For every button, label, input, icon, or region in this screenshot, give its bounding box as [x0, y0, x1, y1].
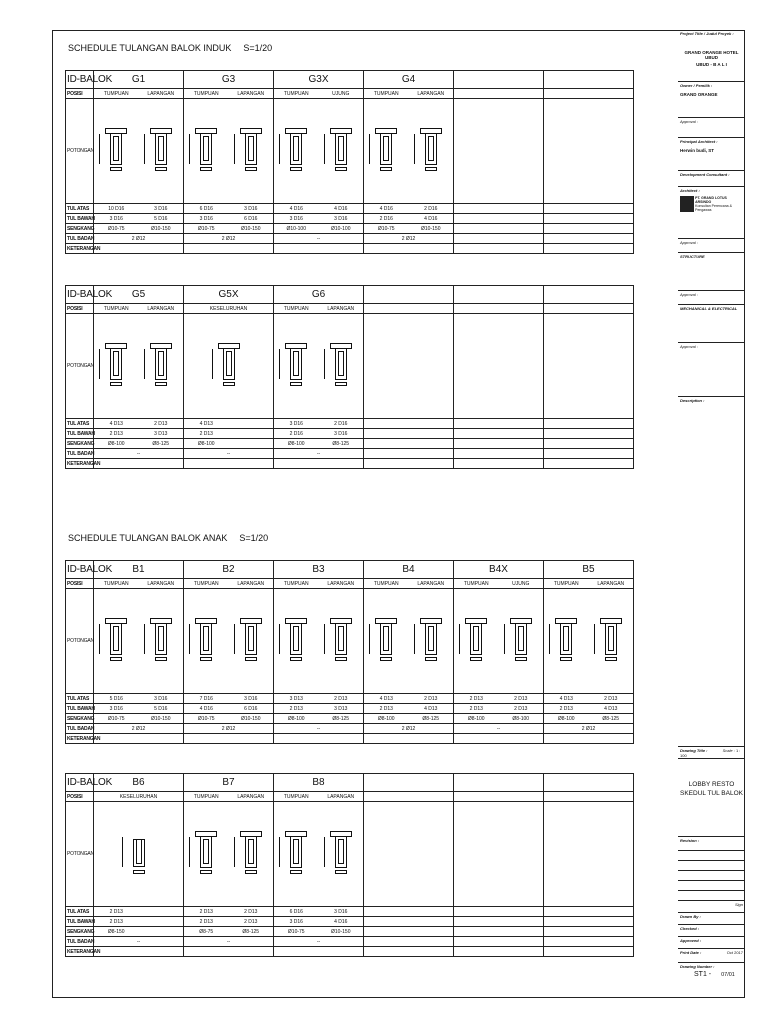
- rebar-bawah: 2 D13 2 D13: [454, 704, 544, 714]
- row-label-potongan: POTONGAN: [66, 802, 94, 907]
- beam-section-drawing: [330, 831, 352, 877]
- rebar-badan: --: [94, 937, 184, 947]
- beam-section-drawing: [240, 618, 262, 664]
- beam-id: G3X: [274, 71, 364, 89]
- rebar-atas: 4 D13 2 D13: [364, 694, 454, 704]
- beam-section-cell: [454, 589, 544, 694]
- beam-section-drawing: [285, 128, 307, 174]
- row-label-atas: TUL ATAS: [66, 204, 94, 214]
- rebar-sengkang: Ø8-100 Ø8-125: [544, 714, 634, 724]
- beam-section-drawing: [375, 618, 397, 664]
- row-label-atas: TUL ATAS: [66, 907, 94, 917]
- rebar-sengkang: [364, 927, 454, 937]
- rebar-badan: [364, 449, 454, 459]
- beam-id: B4X: [454, 561, 544, 579]
- row-label-bawah: TUL BAWAH: [67, 430, 95, 437]
- beam-position: [454, 89, 544, 99]
- revision-cell: Revision :: [678, 837, 745, 851]
- checked-cell: Checked :: [678, 925, 745, 937]
- keterangan-cell: [184, 244, 274, 254]
- rebar-bawah: 2 D13 2 D13: [184, 917, 274, 927]
- approval-cell-4: Approval :: [678, 343, 745, 397]
- keterangan-cell: [544, 459, 634, 469]
- drawing-title-cell: LOBBY RESTO SKEDUL TUL BALOK: [678, 759, 745, 837]
- row-label-id: ID-BALOK: [66, 286, 94, 304]
- row-label-potongan: POTONGAN: [66, 99, 94, 204]
- rebar-badan: 2 Ø12: [184, 234, 274, 244]
- rebar-badan: --: [454, 724, 544, 734]
- rebar-bawah: 2 D16 3 D16: [274, 429, 364, 439]
- rebar-sengkang: Ø8-100 Ø8-100: [454, 714, 544, 724]
- rebar-sengkang: Ø10-75 Ø10-150: [184, 714, 274, 724]
- beam-section-cell: [184, 802, 274, 907]
- beam-section-cell: [364, 589, 454, 694]
- row-label-id: ID-BALOK: [66, 71, 94, 89]
- drawn-by-cell: Drawn By :: [678, 913, 745, 925]
- beam-section-cell: [94, 802, 184, 907]
- beam-position: [544, 792, 634, 802]
- revision-row-2: [678, 861, 745, 871]
- consultant-cell: Development Consultant :: [678, 171, 745, 187]
- rebar-badan: [454, 234, 544, 244]
- approval-cell-3: Approval :: [678, 291, 745, 305]
- rebar-atas: 7 D16 3 D16: [184, 694, 274, 704]
- keterangan-cell: [184, 947, 274, 957]
- beam-id: G5X: [184, 286, 274, 304]
- beam-position: KESELURUHAN: [94, 792, 184, 802]
- beam-id: G6: [274, 286, 364, 304]
- row-label-sengkang: SENGKANG: [67, 440, 95, 447]
- rebar-sengkang: Ø10-75 Ø10-150: [94, 224, 184, 234]
- beam-id: G5: [94, 286, 184, 304]
- rebar-badan: [544, 449, 634, 459]
- rebar-sengkang: Ø10-75 Ø10-150: [184, 224, 274, 234]
- structure-cell: STRUCTURE: [678, 253, 745, 291]
- row-label-bawah: TUL BAWAH: [67, 705, 95, 712]
- rebar-sengkang: [544, 439, 634, 449]
- beam-id: B1: [94, 561, 184, 579]
- beam-section-drawing: [285, 618, 307, 664]
- beam-section-cell: [274, 802, 364, 907]
- rebar-badan: 2 Ø12: [544, 724, 634, 734]
- row-label-posisi: POSISI: [66, 792, 94, 802]
- beam-section-drawing: [420, 618, 442, 664]
- beam-section-drawing: [330, 128, 352, 174]
- rebar-atas: 3 D13 2 D13: [274, 694, 364, 704]
- beam-id: [544, 286, 634, 304]
- firm-logo-icon: [680, 196, 694, 212]
- rebar-atas: [364, 419, 454, 429]
- revision-row-5: [678, 891, 745, 901]
- row-label-id: ID-BALOK: [66, 774, 94, 792]
- keterangan-cell: [364, 459, 454, 469]
- beam-position: TUMPUAN LAPANGAN: [364, 579, 454, 589]
- beam-section-drawing: [105, 618, 127, 664]
- beam-position: TUMPUAN LAPANGAN: [364, 89, 454, 99]
- row-label-potongan: POTONGAN: [66, 314, 94, 419]
- rebar-bawah: 2 D13: [94, 917, 184, 927]
- rebar-bawah: [544, 214, 634, 224]
- beam-position: TUMPUAN LAPANGAN: [274, 304, 364, 314]
- rebar-badan: [454, 449, 544, 459]
- rebar-bawah: [544, 917, 634, 927]
- rebar-atas: [454, 907, 544, 917]
- rebar-atas: [454, 204, 544, 214]
- beam-section-drawing: [150, 343, 172, 389]
- beam-section-drawing: [150, 128, 172, 174]
- keterangan-cell: [94, 734, 184, 744]
- beam-position: [544, 89, 634, 99]
- beam-section-cell: [94, 99, 184, 204]
- rebar-bawah: [454, 917, 544, 927]
- rebar-badan: [364, 937, 454, 947]
- rebar-badan: --: [274, 937, 364, 947]
- beam-position: TUMPUAN LAPANGAN: [544, 579, 634, 589]
- keterangan-cell: [94, 947, 184, 957]
- beam-section-drawing: [375, 128, 397, 174]
- row-label-posisi: POSISI: [66, 304, 94, 314]
- beam-section-drawing: [218, 343, 240, 389]
- approval-cell-2: Approval :: [678, 239, 745, 253]
- beam-section-drawing: [105, 343, 127, 389]
- rebar-atas: 10 D16 3 D16: [94, 204, 184, 214]
- keterangan-cell: [544, 244, 634, 254]
- beam-id: [364, 286, 454, 304]
- rebar-bawah: 2 D13: [184, 429, 274, 439]
- row-label-keterangan: KETERANGAN: [67, 245, 101, 252]
- rebar-badan: [544, 937, 634, 947]
- rebar-atas: [544, 204, 634, 214]
- beam-section-cell: [544, 589, 634, 694]
- print-date-cell: Print Date : Oct 2017: [678, 949, 745, 963]
- architect2-cell: Architect : PT. GRAND LOTUS ARSINDO Konsultan Perencana & Pengawas: [678, 187, 745, 239]
- beam-section-drawing: [600, 618, 622, 664]
- rebar-bawah: [454, 214, 544, 224]
- beam-id: [454, 286, 544, 304]
- beam-position: TUMPUAN LAPANGAN: [94, 89, 184, 99]
- rebar-bawah: 3 D16 5 D16: [94, 214, 184, 224]
- rebar-sengkang: Ø8-100: [184, 439, 274, 449]
- beam-section-drawing: [285, 831, 307, 877]
- beam-section-cell: [274, 589, 364, 694]
- rebar-bawah: [544, 429, 634, 439]
- beam-section-cell: [454, 99, 544, 204]
- keterangan-cell: [94, 244, 184, 254]
- beam-id: [454, 774, 544, 792]
- beam-section-cell: [544, 802, 634, 907]
- rebar-atas: [454, 419, 544, 429]
- beam-position: TUMPUAN UJUNG: [454, 579, 544, 589]
- rebar-badan: [544, 234, 634, 244]
- beam-section-cell: [94, 589, 184, 694]
- row-label-atas: TUL ATAS: [66, 419, 94, 429]
- beam-id: G3: [184, 71, 274, 89]
- row-label-sengkang: SENGKANG: [67, 928, 95, 935]
- revision-row-3: [678, 871, 745, 881]
- beam-section-drawing: [330, 618, 352, 664]
- keterangan-cell: [364, 734, 454, 744]
- keterangan-cell: [94, 459, 184, 469]
- rebar-atas: 4 D13 2 D13: [544, 694, 634, 704]
- rebar-bawah: 2 D13 3 D13: [94, 429, 184, 439]
- rebar-sengkang: [364, 439, 454, 449]
- beam-section-cell: [454, 314, 544, 419]
- beam-section-cell: [274, 99, 364, 204]
- beam-id: G4: [364, 71, 454, 89]
- rebar-bawah: 3 D16 5 D16: [94, 704, 184, 714]
- beam-section-cell: [364, 314, 454, 419]
- title-block: [678, 30, 745, 998]
- keterangan-cell: [544, 734, 634, 744]
- keterangan-cell: [454, 244, 544, 254]
- section-title-induk: SCHEDULE TULANGAN BALOK INDUK S=1/20: [68, 43, 273, 53]
- beam-position: KESELURUHAN: [184, 304, 274, 314]
- beam-position: TUMPUAN LAPANGAN: [94, 579, 184, 589]
- beam-section-drawing: [555, 618, 577, 664]
- owner-cell: Owner / Pemilik : GRAND ORANGE: [678, 82, 745, 118]
- keterangan-cell: [274, 947, 364, 957]
- beam-id: [544, 71, 634, 89]
- rebar-bawah: [454, 429, 544, 439]
- row-label-bawah: TUL BAWAH: [67, 215, 95, 222]
- rebar-sengkang: Ø8-75 Ø8-125: [184, 927, 274, 937]
- row-label-keterangan: KETERANGAN: [67, 948, 101, 955]
- beam-id: B6: [94, 774, 184, 792]
- keterangan-cell: [454, 734, 544, 744]
- beam-position: TUMPUAN LAPANGAN: [184, 579, 274, 589]
- beam-section-drawing: [195, 831, 217, 877]
- row-label-atas: TUL ATAS: [66, 694, 94, 704]
- architect-cell: Principal Architect : Herwin budi, ST: [678, 138, 745, 171]
- rebar-sengkang: Ø8-100 Ø8-125: [94, 439, 184, 449]
- beam-section-drawing: [240, 831, 262, 877]
- rebar-badan: 2 Ø12: [94, 234, 184, 244]
- rebar-atas: 4 D13 2 D13: [94, 419, 184, 429]
- beam-position: [364, 792, 454, 802]
- beam-section-cell: [184, 99, 274, 204]
- beam-section-drawing: [465, 618, 487, 664]
- row-label-badan: TUL BADAN: [67, 725, 95, 732]
- rebar-atas: 2 D13 2 D13: [454, 694, 544, 704]
- approval-cell-1: Approval :: [678, 118, 745, 138]
- beam-section-cell: [94, 314, 184, 419]
- beam-id: [364, 774, 454, 792]
- rebar-badan: --: [274, 234, 364, 244]
- beam-section-cell: [274, 314, 364, 419]
- rebar-sengkang: Ø10-75 Ø10-150: [364, 224, 454, 234]
- keterangan-cell: [364, 947, 454, 957]
- beam-section-drawing: [330, 343, 352, 389]
- row-label-sengkang: SENGKANG: [67, 225, 95, 232]
- row-label-posisi: POSISI: [66, 89, 94, 99]
- keterangan-cell: [454, 459, 544, 469]
- rebar-atas: 2 D13 2 D13: [184, 907, 274, 917]
- row-label-sengkang: SENGKANG: [67, 715, 95, 722]
- rebar-atas: 4 D16 2 D16: [364, 204, 454, 214]
- beam-id: G1: [94, 71, 184, 89]
- beam-position: [364, 304, 454, 314]
- keterangan-cell: [454, 947, 544, 957]
- rebar-atas: [544, 419, 634, 429]
- keterangan-cell: [184, 734, 274, 744]
- section-title-anak: SCHEDULE TULANGAN BALOK ANAK S=1/20: [68, 533, 269, 543]
- rebar-badan: 2 Ø12: [184, 724, 274, 734]
- rebar-atas: 4 D13: [184, 419, 274, 429]
- rebar-badan: 2 Ø12: [364, 724, 454, 734]
- row-label-badan: TUL BADAN: [67, 235, 95, 242]
- beam-id: [454, 71, 544, 89]
- rebar-sengkang: Ø8-150: [94, 927, 184, 937]
- rebar-sengkang: [544, 927, 634, 937]
- sign-cell: Sign: [678, 901, 745, 913]
- rebar-badan: [454, 937, 544, 947]
- rebar-bawah: 3 D16 6 D16: [184, 214, 274, 224]
- beam-position: TUMPUAN LAPANGAN: [184, 89, 274, 99]
- rebar-sengkang: [454, 927, 544, 937]
- beam-position: TUMPUAN LAPANGAN: [274, 792, 364, 802]
- keterangan-cell: [274, 459, 364, 469]
- rebar-bawah: 2 D16 4 D16: [364, 214, 454, 224]
- row-label-posisi: POSISI: [66, 579, 94, 589]
- beam-id: B4: [364, 561, 454, 579]
- keterangan-cell: [184, 459, 274, 469]
- beam-section-cell: [184, 314, 274, 419]
- beam-position: TUMPUAN UJUNG: [274, 89, 364, 99]
- rebar-badan: --: [274, 724, 364, 734]
- rebar-sengkang: [544, 224, 634, 234]
- keterangan-cell: [274, 734, 364, 744]
- row-label-potongan: POTONGAN: [66, 589, 94, 694]
- beam-position: [454, 792, 544, 802]
- row-label-badan: TUL BADAN: [67, 938, 95, 945]
- keterangan-cell: [274, 244, 364, 254]
- beam-section-cell: [364, 99, 454, 204]
- beam-position: TUMPUAN LAPANGAN: [184, 792, 274, 802]
- revision-row-4: [678, 881, 745, 891]
- mech-cell: MECHANICAL & ELECTRICAL: [678, 305, 745, 343]
- rebar-atas: 5 D16 3 D16: [94, 694, 184, 704]
- rebar-sengkang: Ø10-100 Ø10-100: [274, 224, 364, 234]
- rebar-sengkang: Ø8-100 Ø8-125: [364, 714, 454, 724]
- rebar-bawah: [364, 429, 454, 439]
- beam-section-drawing: [420, 128, 442, 174]
- beam-id: B3: [274, 561, 364, 579]
- beam-id: [544, 774, 634, 792]
- rebar-badan: --: [184, 937, 274, 947]
- beam-section-cell: [544, 99, 634, 204]
- row-label-badan: TUL BADAN: [67, 450, 95, 457]
- rebar-atas: 3 D16 2 D16: [274, 419, 364, 429]
- beam-id: B7: [184, 774, 274, 792]
- description-cell: Description :: [678, 397, 745, 747]
- beam-position: [454, 304, 544, 314]
- beam-position: TUMPUAN LAPANGAN: [274, 579, 364, 589]
- rebar-badan: --: [184, 449, 274, 459]
- keterangan-cell: [544, 947, 634, 957]
- beam-section-drawing: [150, 618, 172, 664]
- rebar-atas: [364, 907, 454, 917]
- beam-id: B5: [544, 561, 634, 579]
- row-label-bawah: TUL BAWAH: [67, 918, 95, 925]
- beam-section-cell: [544, 314, 634, 419]
- rebar-bawah: 3 D16 3 D16: [274, 214, 364, 224]
- beam-section-cell: [184, 589, 274, 694]
- rebar-badan: 2 Ø12: [364, 234, 454, 244]
- rebar-sengkang: [454, 439, 544, 449]
- beam-section-drawing: [105, 128, 127, 174]
- rebar-bawah: [364, 917, 454, 927]
- rebar-badan: --: [274, 449, 364, 459]
- rebar-bawah: 2 D13 4 D13: [364, 704, 454, 714]
- drawing-title-label-cell: Drawing Title : Scale : 1 : 100: [678, 747, 745, 759]
- beam-position: TUMPUAN LAPANGAN: [94, 304, 184, 314]
- rebar-sengkang: Ø10-75 Ø10-150: [94, 714, 184, 724]
- rebar-atas: 6 D16 3 D16: [274, 907, 364, 917]
- beam-id: B8: [274, 774, 364, 792]
- rebar-sengkang: Ø8-100 Ø8-125: [274, 439, 364, 449]
- rebar-atas: [544, 907, 634, 917]
- beam-position: [544, 304, 634, 314]
- row-label-keterangan: KETERANGAN: [67, 460, 101, 467]
- rebar-atas: 2 D13: [94, 907, 184, 917]
- rebar-sengkang: [454, 224, 544, 234]
- beam-section-drawing: [128, 831, 150, 877]
- schedule-area: [52, 30, 678, 998]
- revision-row-1: [678, 851, 745, 861]
- keterangan-cell: [364, 244, 454, 254]
- rebar-badan: --: [94, 449, 184, 459]
- beam-section-drawing: [195, 618, 217, 664]
- rebar-atas: 4 D16 4 D16: [274, 204, 364, 214]
- approved-cell: Approved :: [678, 937, 745, 949]
- rebar-sengkang: Ø10-75 Ø10-150: [274, 927, 364, 937]
- rebar-bawah: 2 D13 4 D13: [544, 704, 634, 714]
- rebar-badan: 2 Ø12: [94, 724, 184, 734]
- project-cell: Project Title / Judul Proyek : GRAND ORANGE HOTEL UBUD UBUD - B A L I: [678, 30, 745, 82]
- beam-section-drawing: [510, 618, 532, 664]
- rebar-sengkang: Ø8-100 Ø8-125: [274, 714, 364, 724]
- rebar-bawah: 2 D13 3 D13: [274, 704, 364, 714]
- beam-section-cell: [454, 802, 544, 907]
- rebar-bawah: 4 D16 6 D16: [184, 704, 274, 714]
- rebar-atas: 6 D16 3 D16: [184, 204, 274, 214]
- row-label-keterangan: KETERANGAN: [67, 735, 101, 742]
- beam-section-drawing: [285, 343, 307, 389]
- beam-id: B2: [184, 561, 274, 579]
- beam-section-cell: [364, 802, 454, 907]
- row-label-id: ID-BALOK: [66, 561, 94, 579]
- beam-section-drawing: [240, 128, 262, 174]
- rebar-bawah: 3 D16 4 D16: [274, 917, 364, 927]
- beam-section-drawing: [195, 128, 217, 174]
- drawing-number-cell: Drawing Number : ST1 - 07/01: [680, 964, 735, 978]
